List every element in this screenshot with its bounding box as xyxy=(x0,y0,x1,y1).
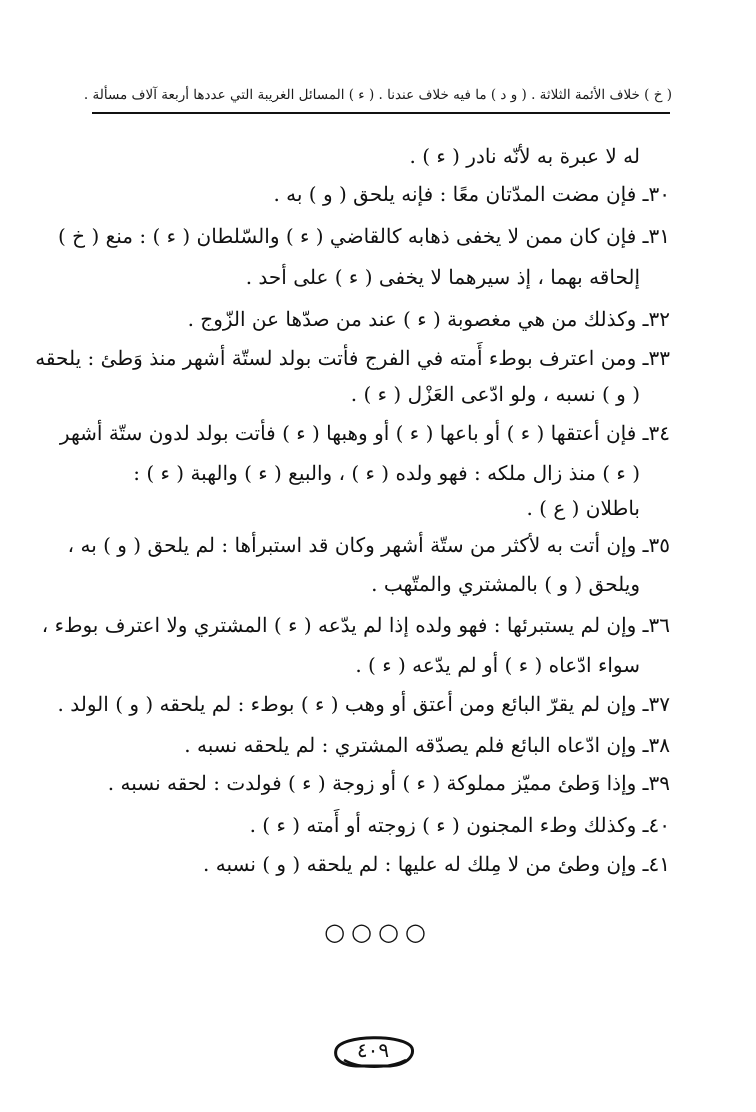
text-line: ٣٢ـ وكذلك من هي مغصوبة ( ء ) عند من صدّها عن الزّوج . xyxy=(187,307,670,331)
header-rule xyxy=(92,112,670,114)
text-line: ويلحق ( و ) بالمشتري والمتّهب . xyxy=(371,572,640,596)
text-line: سواء ادّعاه ( ء ) أو لم يدّعه ( ء ) . xyxy=(355,653,640,677)
page-number-badge xyxy=(330,1030,416,1070)
text-line: ٣٨ـ وإن ادّعاه البائع فلم يصدّقه المشتري : لم يلحقه نسبه . xyxy=(184,733,670,757)
text-line: ٣٠ـ فإن مضت المدّتان معًا : فإنه يلحق ( و ) به . xyxy=(273,182,670,206)
text-line: ٤٠ـ وكذلك وطء المجنون ( ء ) زوجته أو أَمته ( ء ) . xyxy=(249,813,670,837)
text-line: ( و ) نسبه ، ولو ادّعى العَزْل ( ء ) . xyxy=(350,382,640,406)
text-line: ٣٦ـ وإن لم يستبرئها : فهو ولده إذا لم يدّعه ( ء ) المشتري ولا اعترف بوطء ، xyxy=(41,613,670,637)
text-line: ٣٥ـ وإن أتت به لأكثر من ستّة أشهر وكان قد استبرأها : لم يلحق ( و ) به ، xyxy=(67,533,670,557)
text-line: ٣٣ـ ومن اعترف بوطء أَمته في الفرج فأتت بولد لستّة أشهر منذ وَطئ : يلحقه xyxy=(35,346,670,370)
text-line: ( ء ) منذ زال ملكه : فهو ولده ( ء ) ، والبيع ( ء ) والهبة ( ء ) : xyxy=(133,461,640,485)
text-line: باطلان ( ع ) . xyxy=(526,496,640,520)
text-line: إلحاقه بهما ، إذ سيرهما لا يخفى ( ء ) على أحد . xyxy=(245,265,640,289)
text-line: ٣٤ـ فإن أعتقها ( ء ) أو باعها ( ء ) أو وهبها ( ء ) فأتت بولد لدون ستّة أشهر xyxy=(59,421,670,445)
text-line: ٣٧ـ وإن لم يقرّ البائع ومن أعتق أو وهب ( ء ) بوطء : لم يلحقه ( و ) الولد . xyxy=(57,692,670,716)
text-line: ٣٩ـ وإذا وَطئ مميّز مملوكة ( ء ) أو زوجة ( ء ) فولدت : لحقه نسبه . xyxy=(107,771,670,795)
text-line: له لا عبرة به لأنّه نادر ( ء ) . xyxy=(409,144,640,168)
page-number: ٤٠٩ xyxy=(356,1038,390,1062)
text-line: ٣١ـ فإن كان ممن لا يخفى ذهابه كالقاضي ( ء ) والسّلطان ( ء ) : منع ( خ ) xyxy=(58,224,670,248)
section-separator: ○○○○ xyxy=(324,918,432,946)
text-line: ٤١ـ وإن وطئ من لا مِلك له عليها : لم يلحقه ( و ) نسبه . xyxy=(203,852,670,876)
running-header: ( خ ) خلاف الأئمة الثلاثة . ( و د ) ما فيه خلاف عندنا . ( ء ) المسائل الغريبة التي عددها أربعة آلاف مسألة . xyxy=(83,87,672,103)
